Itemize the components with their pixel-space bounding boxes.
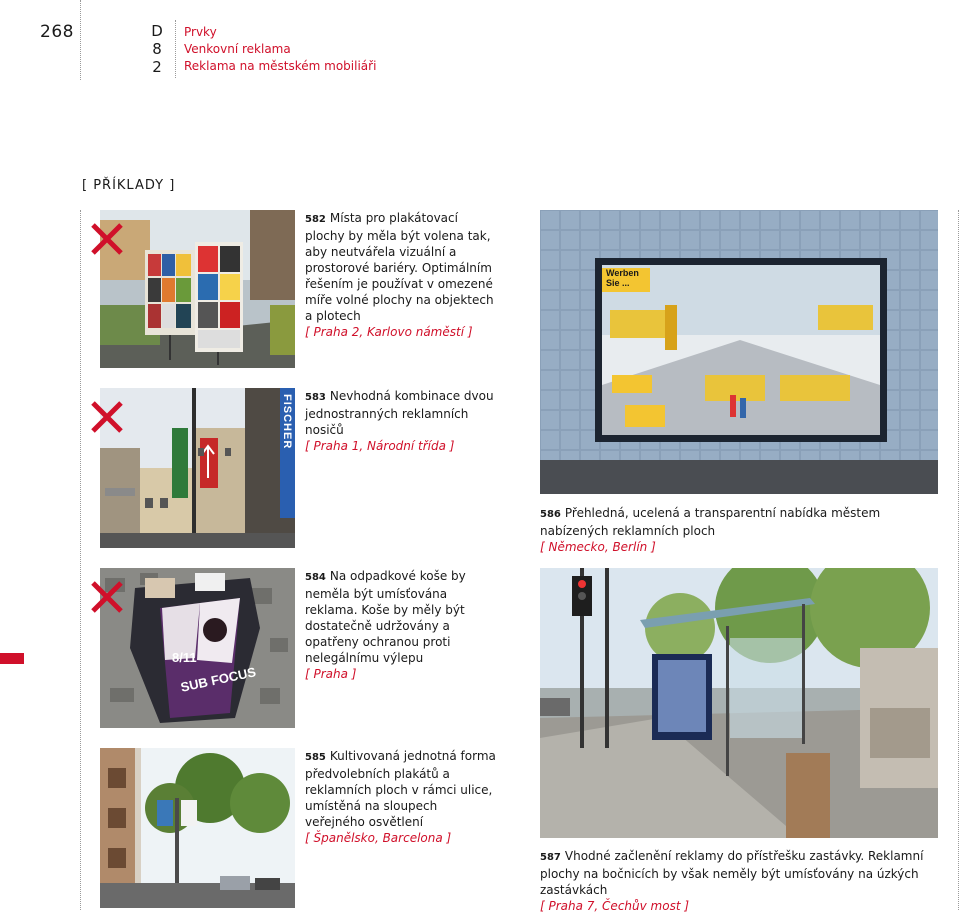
page-number: 268 — [40, 22, 74, 42]
caption-number: 586 — [540, 509, 561, 520]
caption-location: [ Španělsko, Barcelona ] — [305, 831, 452, 845]
caption-location: [ Německo, Berlín ] — [540, 540, 656, 554]
caption-586 — [540, 505, 938, 555]
chapter-code — [150, 22, 164, 76]
caption-location: [ Praha 1, Národní třída ] — [305, 439, 455, 453]
breadcrumb-level-2: Venkovní reklama — [184, 42, 291, 56]
bin-poster-title: SUB FOCUS — [179, 664, 258, 695]
caption-location: [ Praha 7, Čechův most ] — [540, 899, 690, 913]
caption-number: 582 — [305, 214, 326, 225]
photo-587-bus-shelter — [540, 568, 938, 838]
chapter-code-letter: D — [151, 22, 163, 40]
photo-582-poster-boards — [100, 210, 295, 368]
caption-582 — [305, 210, 500, 340]
chapter-tab-marker — [0, 653, 24, 664]
caption-587 — [540, 848, 938, 914]
caption-number: 585 — [305, 752, 326, 763]
photo-585-barcelona-street — [100, 748, 295, 908]
x-mark-icon — [90, 580, 124, 614]
code-divider — [175, 20, 176, 78]
billboard-title: Werben Sie ... — [606, 268, 639, 288]
caption-location: [ Praha 2, Karlovo náměstí ] — [305, 325, 473, 339]
photo-583-advertising-carriers — [100, 388, 295, 548]
caption-585 — [305, 748, 500, 846]
caption-583 — [305, 388, 500, 454]
caption-number: 584 — [305, 572, 326, 583]
caption-location: [ Praha ] — [305, 667, 357, 681]
caption-text: Na odpadkové koše by neměla být umísťována reklama. Koše by měly být dostatečně udržovány a opatřeny ochranou proti nelegálnímu výlepu — [305, 569, 466, 665]
x-mark-icon — [90, 400, 124, 434]
breadcrumb — [184, 24, 376, 75]
section-title: [ PŘÍKLADY ] — [82, 178, 176, 193]
breadcrumb-level-1: Prvky — [184, 25, 217, 39]
bin-poster-date: 8/11 — [172, 650, 197, 665]
caption-text: Místa pro plakátovací plochy by měla být volena tak, aby neutvářela vizuální a prostorové bariéry. Optimálním řešením je používat v omezené míře volné plochy na objektech a plotech — [305, 211, 494, 323]
breadcrumb-level-3: Reklama na městském mobiliáři — [184, 59, 377, 73]
x-mark-icon — [90, 222, 124, 256]
chapter-code-digit-1: 8 — [152, 40, 162, 58]
caption-number: 587 — [540, 852, 561, 863]
caption-text: Nevhodná kombinace dvou jednostranných reklamních nosičů — [305, 389, 494, 437]
fischer-sign: FISCHER — [281, 394, 293, 450]
column-guide-left — [80, 210, 81, 910]
caption-text: Vhodné začlenění reklamy do přístřešku zastávky. Reklamní plochy na bočnicích by však neměly být umísťovány na úzkých zastávkách — [540, 849, 924, 897]
column-guide-right — [958, 210, 959, 910]
caption-584 — [305, 568, 500, 682]
caption-text: Přehledná, ucelená a transparentní nabídka městem nabízených reklamních ploch — [540, 506, 881, 538]
chapter-code-digit-2: 2 — [152, 58, 162, 76]
photo-586-tiled-billboard — [540, 210, 938, 494]
caption-number: 583 — [305, 392, 326, 403]
header-divider — [80, 0, 81, 80]
photo-584-waste-bin — [100, 568, 295, 728]
caption-text: Kultivovaná jednotná forma předvolebních plakátů a reklamních ploch v rámci ulice, umístěná na sloupech veřejného osvětlení — [305, 749, 496, 829]
